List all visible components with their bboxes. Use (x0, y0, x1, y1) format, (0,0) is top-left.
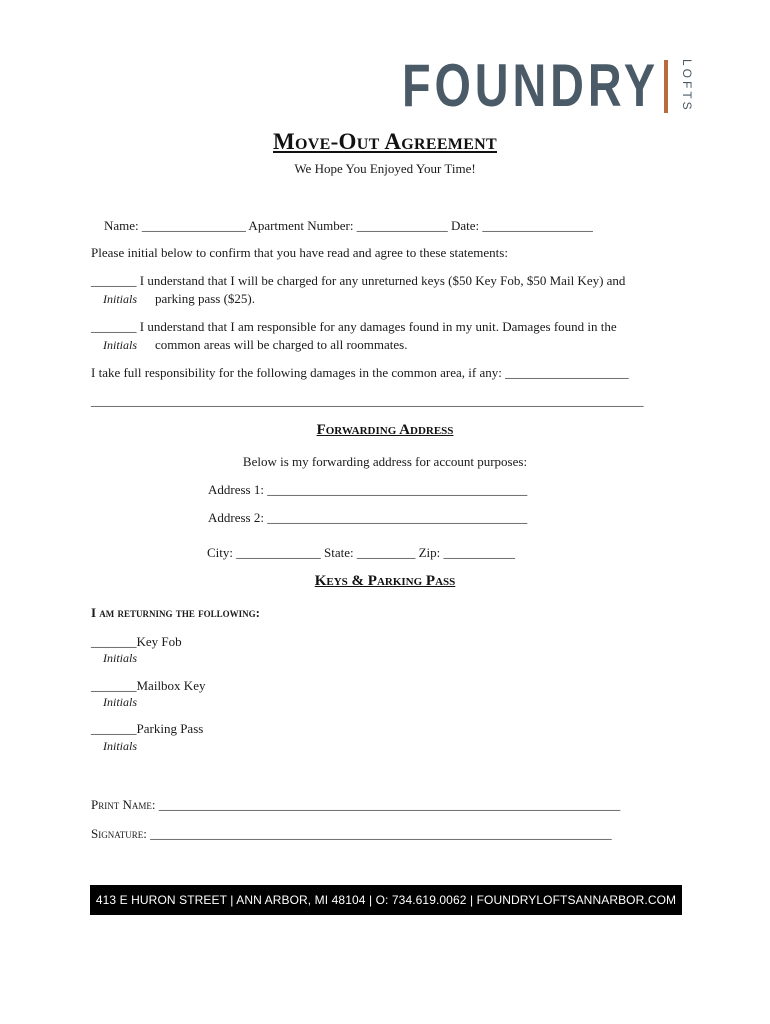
statement-1-line-1: _______ I understand that I will be charged for any unreturned keys ($50 Key Fob, $50 Mail Key) and (91, 273, 626, 288)
logo-accent-bar (664, 60, 668, 113)
address-2-field: Address 2: ________________________________________ (208, 510, 528, 525)
statement-2-initials-label: Initials (103, 338, 138, 352)
info-line: Name: ________________ Apartment Number: ______________ Date: _________________ (104, 218, 593, 233)
mailbox-key-line: _______Mailbox Key (91, 678, 206, 693)
page-title: Move-Out Agreement (273, 129, 497, 154)
address-1-field: Address 1: ________________________________________ (208, 482, 528, 497)
forwarding-intro: Below is my forwarding address for account purposes: (242, 454, 528, 469)
key-fob-initials-label: Initials (103, 651, 138, 665)
keys-parking-heading: Keys & Parking Pass (314, 573, 456, 589)
signature-label: Signature: (91, 826, 147, 841)
signature-blank: _______________________________________________________________________ (150, 826, 612, 841)
print-name-blank: _______________________________________________________________________ (158, 797, 621, 812)
print-name-label: Print Name: (91, 797, 156, 812)
signature-row (91, 826, 612, 842)
returning-label: I am returning the following: (91, 605, 260, 620)
forwarding-address-heading: Forwarding Address (316, 422, 454, 438)
logo-sub-text: LOFTS (680, 59, 694, 113)
footer-contact-bar: 413 E HURON STREET | ANN ARBOR, MI 48104 | O: 734.619.0062 | FOUNDRYLOFTSANNARBOR.COM (90, 885, 682, 915)
city-state-zip-field: City: _____________ State: _________ Zip: ___________ (207, 545, 516, 560)
statement-1-initials-label: Initials (103, 292, 138, 306)
parking-pass-line: _______Parking Pass (91, 721, 204, 736)
damages-blank-line: _____________________________________________________________________________________ (91, 393, 644, 408)
page-subtitle: We Hope You Enjoyed Your Time! (294, 161, 476, 176)
mailbox-key-initials-label: Initials (103, 695, 138, 709)
damages-line: I take full responsibility for the following damages in the common area, if any: ___________________ (91, 365, 629, 380)
logo-wordmark: FOUNDRY (402, 52, 659, 119)
statement-2-line-1: _______ I understand that I am responsible for any damages found in my unit. Damages found in the (91, 319, 617, 334)
print-name-row (91, 797, 620, 813)
statement-1-line-2: parking pass ($25). (155, 291, 256, 306)
instruction-text: Please initial below to confirm that you have read and agree to these statements: (91, 245, 508, 260)
statement-2-line-2: common areas will be charged to all roommates. (155, 337, 408, 352)
parking-pass-initials-label: Initials (103, 739, 138, 753)
key-fob-line: _______Key Fob (91, 634, 182, 649)
